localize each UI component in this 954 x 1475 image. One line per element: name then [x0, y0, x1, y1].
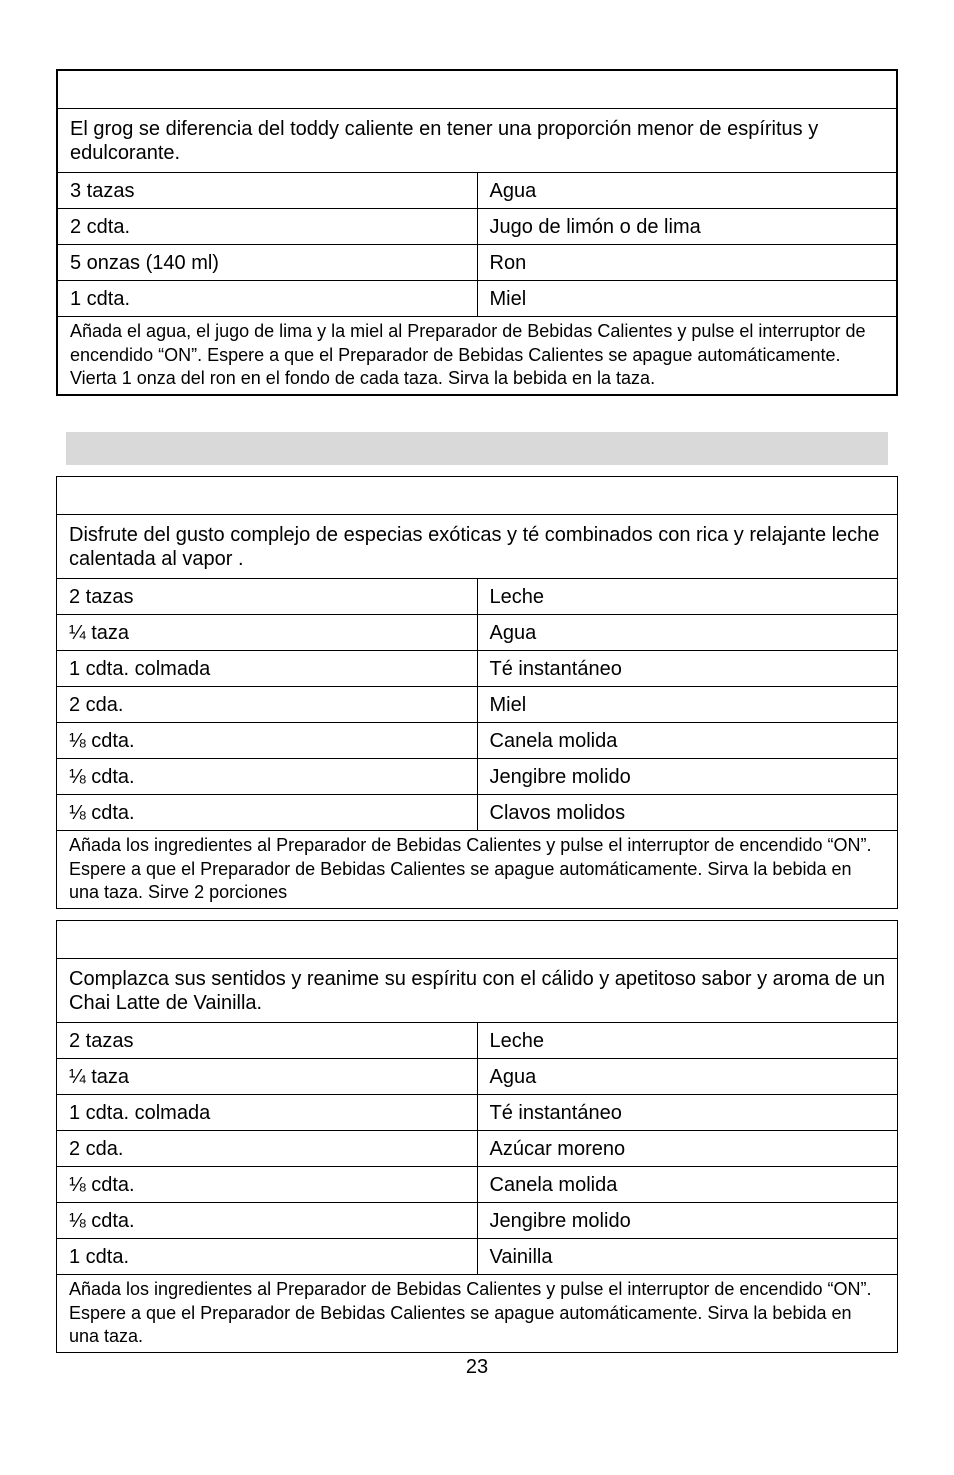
ingredient-name: Vainilla — [477, 1239, 898, 1275]
ingredient-row — [57, 1023, 898, 1059]
ingredient-name: Canela molida — [477, 1167, 898, 1203]
ingredient-row — [57, 759, 898, 795]
ingredient-quantity: ⅛ cdta. — [57, 759, 478, 795]
ingredient-row — [57, 1167, 898, 1203]
ingredient-quantity: 5 onzas (140 ml) — [57, 245, 477, 281]
ingredient-quantity: ⅛ cdta. — [57, 723, 478, 759]
ingredient-name: Jengibre molido — [477, 759, 898, 795]
recipe-intro: El grog se diferencia del toddy caliente en tener una proporción menor de espíritus y edulcorante. — [57, 109, 897, 173]
recipe-title — [57, 921, 898, 959]
ingredient-quantity: 2 cda. — [57, 1131, 478, 1167]
ingredient-row — [57, 723, 898, 759]
recipe-table-chai — [56, 476, 898, 909]
ingredient-quantity: ⅛ cdta. — [57, 795, 478, 831]
recipe-instructions: Añada el agua, el jugo de lima y la miel al Preparador de Bebidas Calientes y pulse el interruptor de encendido “ON”. Espere a que el Preparador de Bebidas Calientes se apague automáticamente. Vierta 1 onza del ron en el fondo de cada taza. Sirva la bebida en la taza. — [57, 317, 897, 395]
ingredient-quantity: 2 cdta. — [57, 209, 477, 245]
ingredient-quantity: 2 tazas — [57, 579, 478, 615]
ingredient-quantity: ⅛ cdta. — [57, 1167, 478, 1203]
recipe-title — [57, 70, 897, 109]
ingredient-name: Canela molida — [477, 723, 898, 759]
ingredient-name: Agua — [477, 173, 897, 209]
ingredient-row — [57, 1239, 898, 1275]
section-divider — [66, 432, 888, 465]
ingredient-name: Agua — [477, 615, 898, 651]
recipe-instructions: Añada los ingredientes al Preparador de Bebidas Calientes y pulse el interruptor de encendido “ON”. Espere a que el Preparador de Bebidas Calientes se apague automáticamente. Sirva la bebida en una taza. — [57, 1275, 898, 1353]
ingredient-name: Miel — [477, 687, 898, 723]
ingredient-row — [57, 651, 898, 687]
ingredient-quantity: 2 cda. — [57, 687, 478, 723]
recipe-table-vanilla-chai — [56, 920, 898, 1353]
recipe-intro: Disfrute del gusto complejo de especias exóticas y té combinados con rica y relajante leche calentada al vapor . — [57, 515, 898, 579]
ingredient-name: Jengibre molido — [477, 1203, 898, 1239]
ingredient-name: Té instantáneo — [477, 1095, 898, 1131]
ingredient-row — [57, 173, 897, 209]
ingredient-row — [57, 1095, 898, 1131]
ingredient-quantity: 1 cdta. — [57, 1239, 478, 1275]
ingredient-quantity: ¼ taza — [57, 1059, 478, 1095]
ingredient-quantity: ⅛ cdta. — [57, 1203, 478, 1239]
ingredient-name: Clavos molidos — [477, 795, 898, 831]
ingredient-quantity: ¼ taza — [57, 615, 478, 651]
ingredient-row — [57, 615, 898, 651]
ingredient-name: Leche — [477, 1023, 898, 1059]
ingredient-row — [57, 1203, 898, 1239]
ingredient-row — [57, 1059, 898, 1095]
ingredient-row — [57, 579, 898, 615]
ingredient-row — [57, 281, 897, 317]
ingredient-name: Leche — [477, 579, 898, 615]
ingredient-row — [57, 795, 898, 831]
ingredient-name: Ron — [477, 245, 897, 281]
ingredient-row — [57, 687, 898, 723]
ingredient-name: Té instantáneo — [477, 651, 898, 687]
ingredient-row — [57, 209, 897, 245]
ingredient-row — [57, 1131, 898, 1167]
ingredient-quantity: 1 cdta. — [57, 281, 477, 317]
recipe-title — [57, 477, 898, 515]
ingredient-quantity: 1 cdta. colmada — [57, 1095, 478, 1131]
recipe-instructions: Añada los ingredientes al Preparador de Bebidas Calientes y pulse el interruptor de encendido “ON”. Espere a que el Preparador de Bebidas Calientes se apague automáticamente. Sirva la bebida en una taza. Sirve 2 porciones — [57, 831, 898, 909]
ingredient-quantity: 3 tazas — [57, 173, 477, 209]
recipe-table-grog — [56, 69, 898, 396]
ingredient-name: Miel — [477, 281, 897, 317]
ingredient-quantity: 2 tazas — [57, 1023, 478, 1059]
ingredient-name: Azúcar moreno — [477, 1131, 898, 1167]
recipe-intro: Complazca sus sentidos y reanime su espíritu con el cálido y apetitoso sabor y aroma de un Chai Latte de Vainilla. — [57, 959, 898, 1023]
ingredient-quantity: 1 cdta. colmada — [57, 651, 478, 687]
ingredient-row — [57, 245, 897, 281]
ingredient-name: Agua — [477, 1059, 898, 1095]
ingredient-name: Jugo de limón o de lima — [477, 209, 897, 245]
page-number: 23 — [465, 1356, 489, 1378]
